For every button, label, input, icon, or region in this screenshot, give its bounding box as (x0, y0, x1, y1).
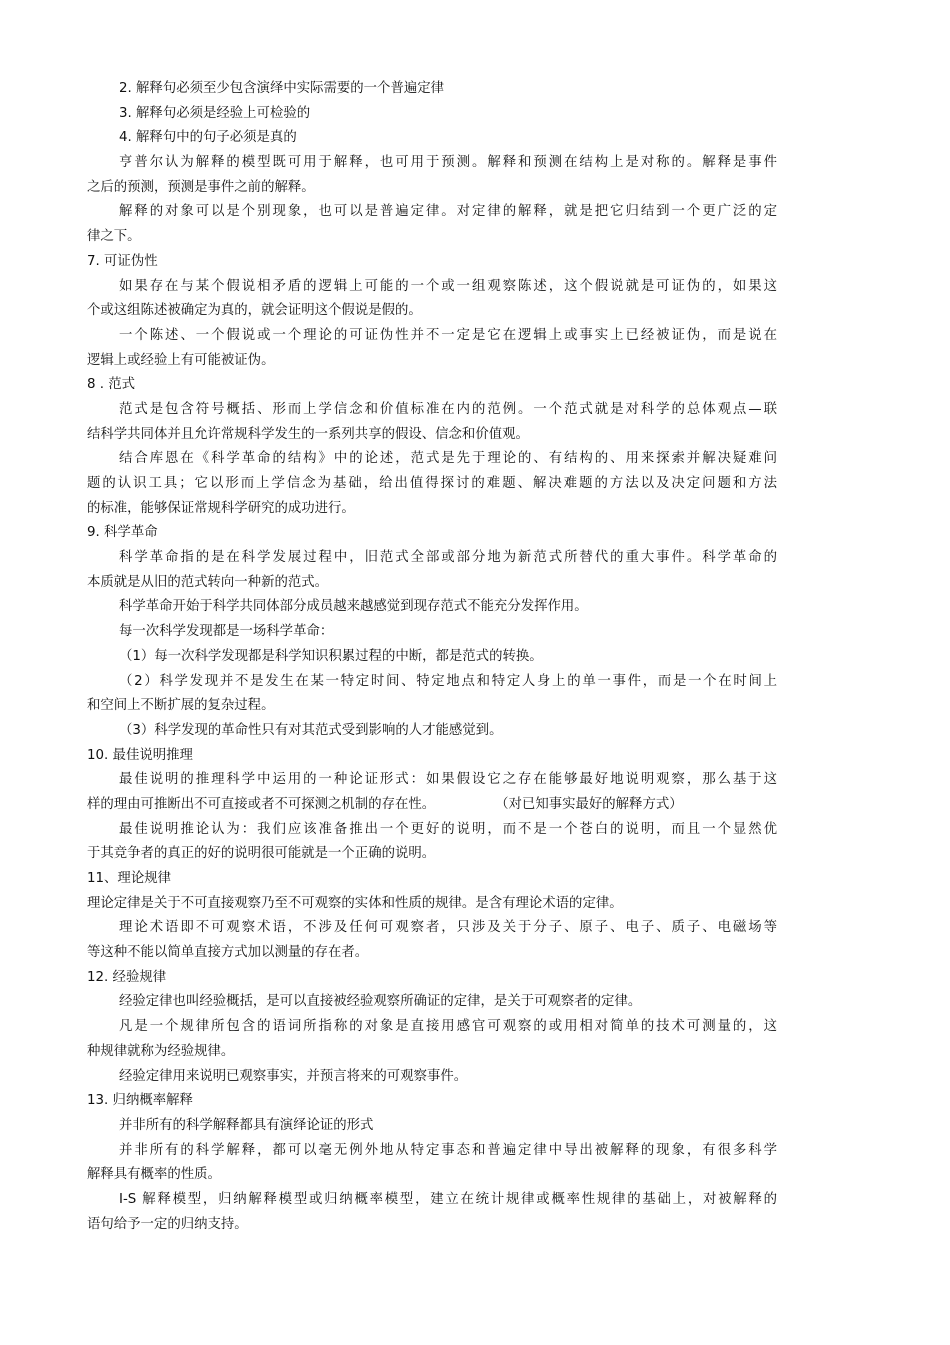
text-line: 亨普尔认为解释的模型既可用于解释，也可用于预测。解释和预测在结构上是对称的。解释是事件 (119, 155, 777, 171)
text-line: （2）科学发现并不是发生在某一特定时间、特定地点和特定人身上的单一事件，而是一个在时间上 (119, 673, 777, 689)
text-line: 每一次科学发现都是一场科学革命： (119, 624, 334, 640)
text-line: 解释的对象可以是个别现象，也可以是普遍定律。对定律的解释，就是把它归结到一个更广泛的定 (119, 204, 777, 220)
text-line: 理论术语即不可观察术语，不涉及任何可观察者，只涉及关于分子、原子、电子、质子、电磁场等 (119, 920, 777, 936)
section-heading: 11、理论规律 (87, 871, 171, 886)
text-line: 2. 解释句必须至少包含演绎中实际需要的一个普遍定律 (119, 81, 445, 96)
annotation-note: （对已知事实最好的解释方式） (495, 796, 683, 812)
section-heading: 10. 最佳说明推理 (87, 747, 193, 763)
text-line: 并非所有的科学解释都具有演绎论证的形式 (119, 1117, 374, 1133)
text-line: 如果存在与某个假说相矛盾的逻辑上可能的一个或一组观察陈述，这个假说就是可证伪的，如果这 (119, 278, 777, 294)
text-line: 之后的预测，预测是事件之前的解释。 (87, 179, 315, 195)
text-line (87, 793, 777, 818)
text-line: 和空间上不断扩展的复杂过程。 (87, 698, 275, 714)
text-line: 解释具有概率的性质。 (87, 1167, 221, 1183)
text-line: 逻辑上或经验上有可能被证伪。 (87, 352, 275, 368)
text-line: 题的认识工具；它以形而上学信念为基础，给出值得探讨的难题、解决难题的方法以及决定问题和方法 (87, 476, 777, 491)
text-line: 本质就是从旧的范式转向一种新的范式。 (87, 574, 329, 590)
section-heading: 8 . 范式 (87, 377, 136, 393)
text-line: 范式是包含符号概括、形而上学信念和价值标准在内的范例。一个范式就是对科学的总体观点—联 (119, 401, 777, 417)
text-line: 个或这组陈述被确定为真的，就会证明这个假说是假的。 (87, 303, 422, 319)
text-line: 科学革命指的是在科学发展过程中，旧范式全部或部分地为新范式所替代的重大事件。科学革命的 (119, 550, 777, 566)
text-line: 等这种不能以简单直接方式加以测量的存在者。 (87, 945, 369, 961)
text-line: （1）每一次科学发现都是科学知识积累过程的中断，都是范式的转换。 (119, 648, 543, 664)
text-line: 结科学共同体并且允许常规科学发生的一系列共享的假设、信念和价值观。 (87, 426, 529, 442)
text-line: 4. 解释句中的句子必须是真的 (119, 130, 297, 146)
text-line: 一个陈述、一个假说或一个理论的可证伪性并不一定是它在逻辑上或事实上已经被证伪，而是说在 (119, 327, 777, 343)
text-line: （3）科学发现的革命性只有对其范式受到影响的人才能感觉到。 (119, 722, 503, 738)
text-span: 样的理由可推断出不可直接或者不可探测之机制的存在性。 (87, 796, 436, 812)
text-line: 于其竞争者的真正的好的说明很可能就是一个正确的说明。 (87, 846, 436, 862)
text-line: 并非所有的科学解释，都可以毫无例外地从特定事态和普遍定律中导出被解释的现象，有很多科学 (119, 1142, 777, 1158)
section-heading: 12. 经验规律 (87, 969, 167, 985)
section-heading: 9. 科学革命 (87, 525, 158, 541)
text-line: 科学革命开始于科学共同体部分成员越来越感觉到现存范式不能充分发挥作用。 (119, 599, 588, 615)
text-line: 语句给予一定的归纳支持。 (87, 1216, 248, 1232)
text-line: 理论定律是关于不可直接观察乃至不可观察的实体和性质的规律。是含有理论术语的定律。 (87, 895, 623, 911)
text-line: 最佳说明的推理科学中运用的一种论证形式：如果假设它之存在能够最好地说明观察，那么基于这 (119, 772, 777, 788)
text-line: 3. 解释句必须是经验上可检验的 (119, 105, 311, 121)
text-line: 最佳说明推论认为：我们应该准备推出一个更好的说明，而不是一个苍白的说明，而且一个显然优 (119, 821, 777, 837)
text-line: 凡是一个规律所包含的语词所指称的对象是直接用感官可观察的或用相对简单的技术可测量的，这 (119, 1019, 777, 1035)
text-line: 种规律就称为经验规律。 (87, 1043, 235, 1059)
document-body (87, 77, 777, 1237)
text-line: I-S 解释模型，归纳解释模型或归纳概率模型，建立在统计规律或概率性规律的基础上，对被解释的 (119, 1191, 777, 1207)
section-heading: 7. 可证伪性 (87, 253, 158, 269)
text-line: 结合库恩在《科学革命的结构》中的论述，范式是先于理论的、有结构的、用来探索并解决疑难问 (119, 451, 777, 467)
section-heading: 13. 归纳概率解释 (87, 1093, 193, 1109)
text-line: 经验定律也叫经验概括，是可以直接被经验观察所确证的定律，是关于可观察者的定律。 (119, 994, 642, 1010)
text-line: 律之下。 (87, 229, 141, 245)
text-line: 经验定律用来说明已观察事实，并预言将来的可观察事件。 (119, 1068, 468, 1084)
text-line: 的标准，能够保证常规科学研究的成功进行。 (87, 500, 355, 516)
